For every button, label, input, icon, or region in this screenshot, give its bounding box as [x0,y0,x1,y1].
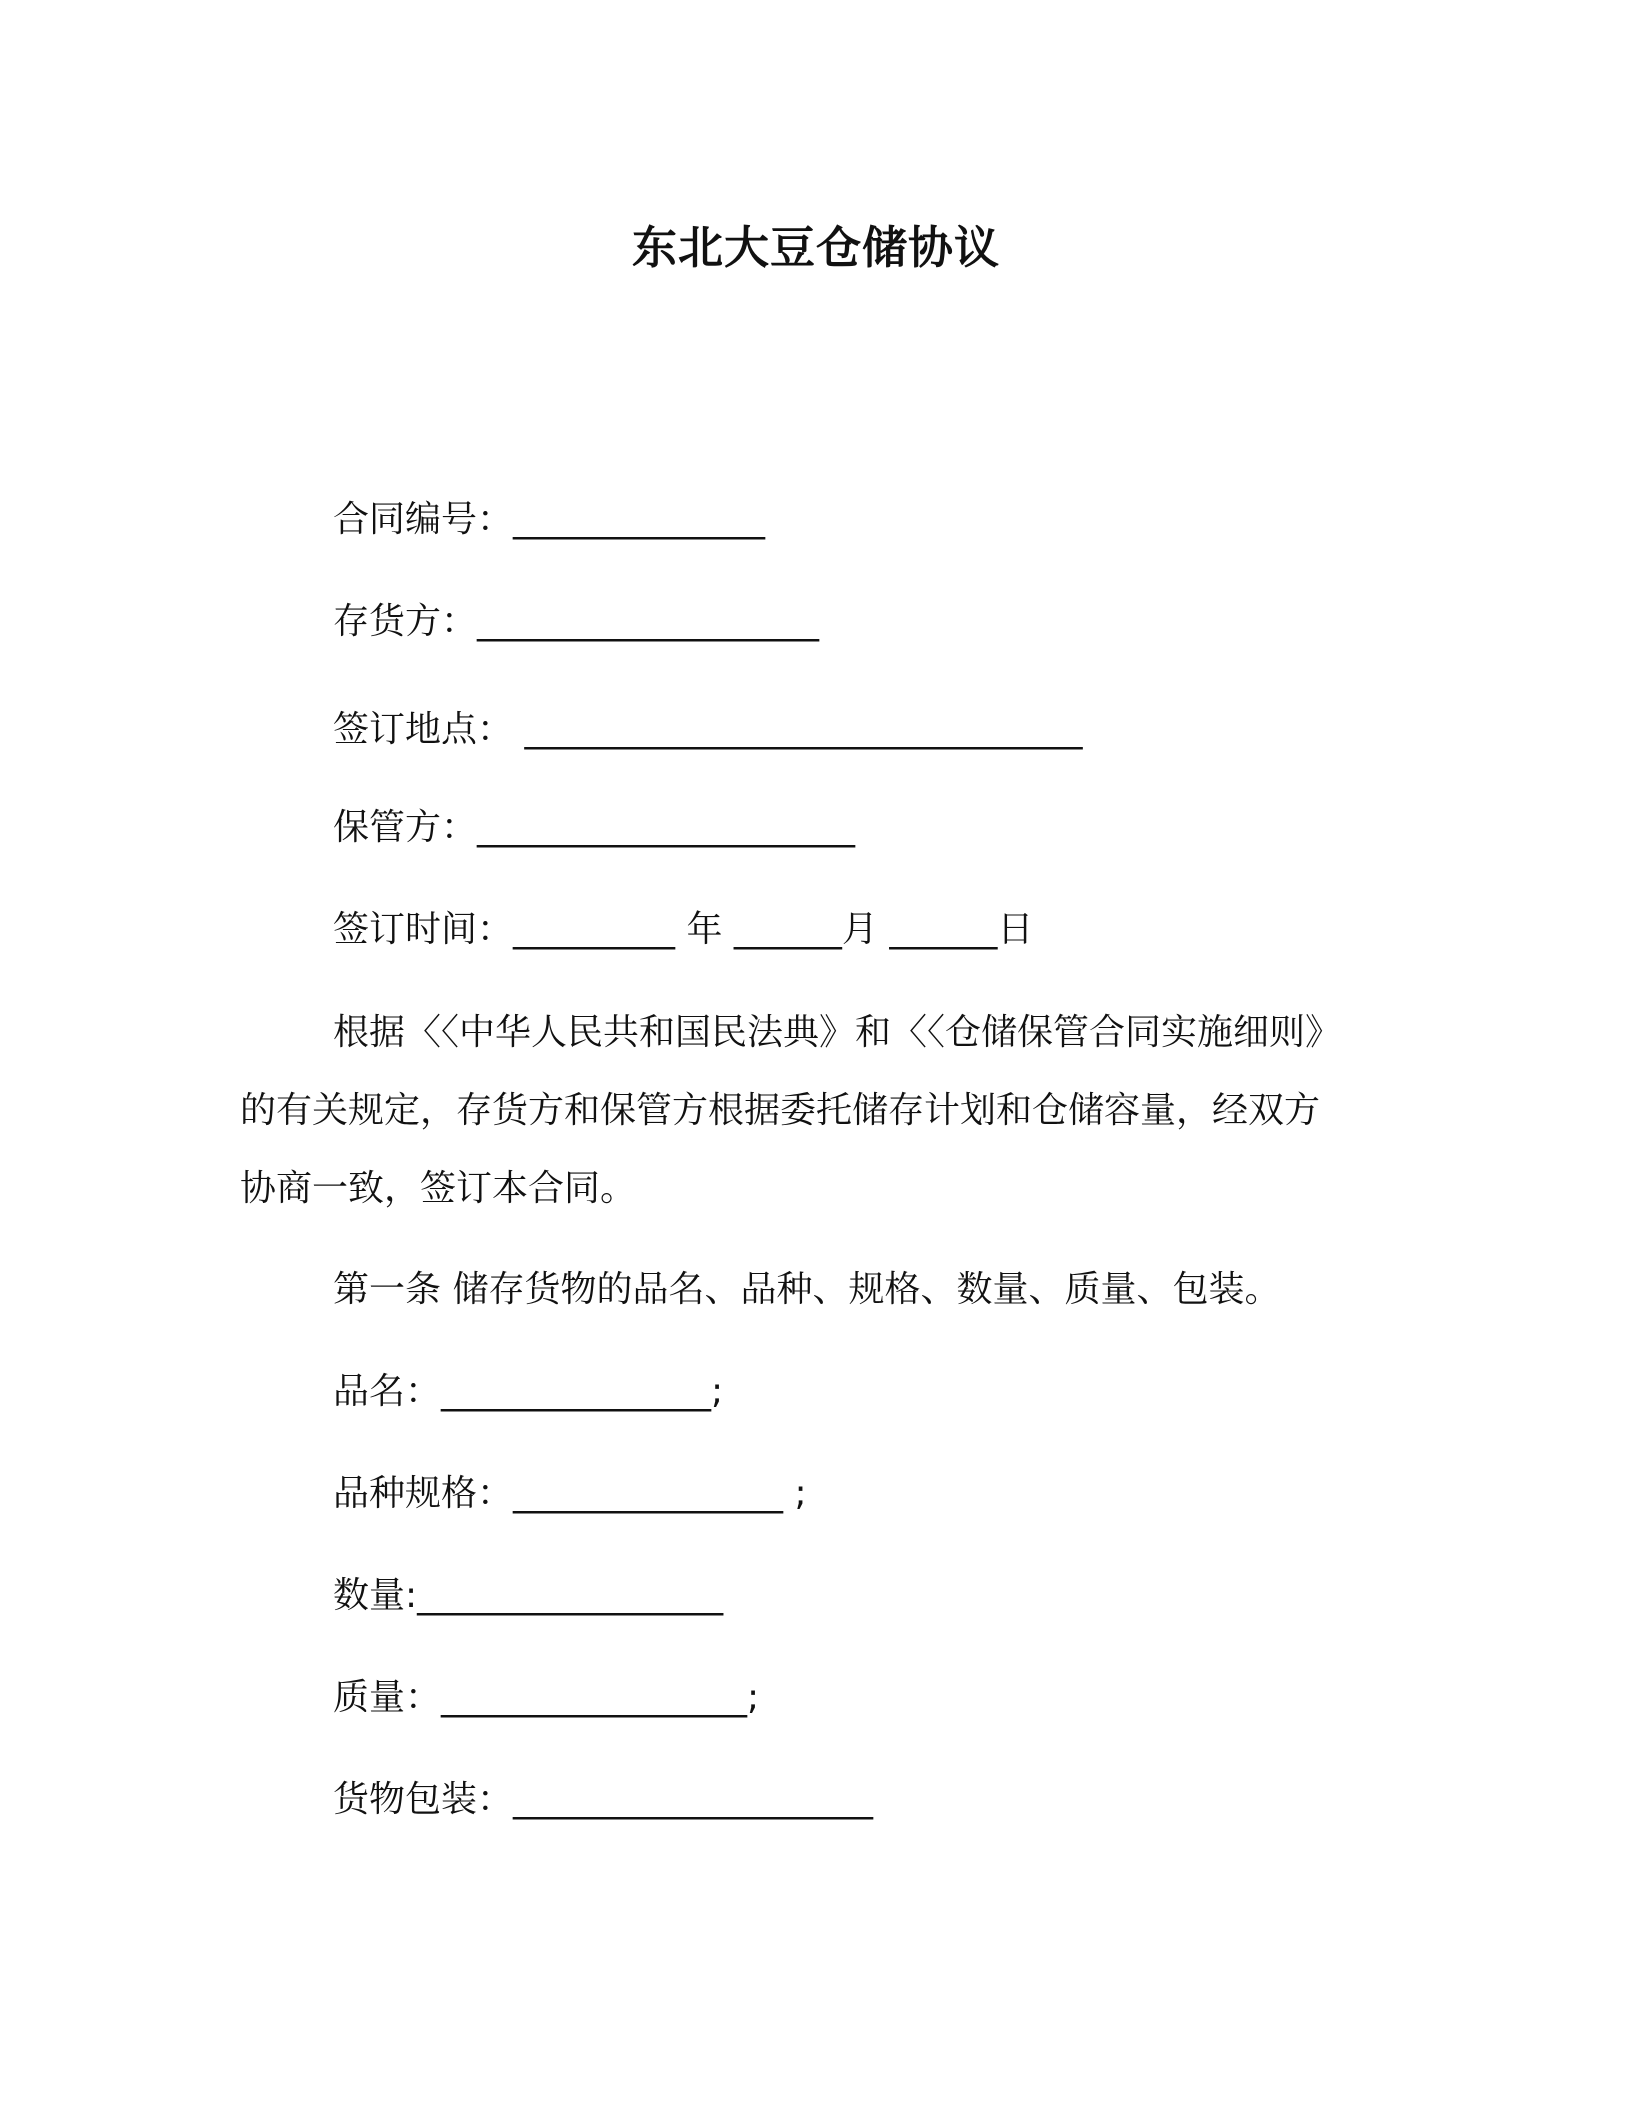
signing-date-field: 签订时间：_________ 年 ______月 ______日 [333,909,1034,950]
contract-number-field: 合同编号：______________ [333,499,766,540]
intro-paragraph-line-3: 协商一致，签订本合同。 [240,1168,637,1209]
goods-variety-field: 品种规格：_______________ ; [333,1473,807,1514]
custodian-field: 保管方：_____________________ [333,807,856,848]
goods-quality-field: 质量：_________________; [333,1677,760,1718]
document-title: 东北大豆仓储协议 [631,221,1000,274]
signing-location-field: 签订地点： _______________________________ [333,709,1083,750]
depositor-field: 存货方：___________________ [333,601,820,642]
article-1-heading: 第一条 储存货物的品名、品种、规格、数量、质量、包装。 [333,1269,1281,1310]
goods-packaging-field: 货物包装：____________________ [333,1779,874,1820]
goods-name-field: 品名：_______________; [333,1371,724,1412]
intro-paragraph-line-1: 根据〈〈中华人民共和国民法典》和〈〈仓储保管合同实施细则》 [333,1012,1342,1053]
goods-quantity-field: 数量:_________________ [333,1575,724,1616]
intro-paragraph-line-2: 的有关规定，存货方和保管方根据委托储存计划和仓储容量，经双方 [240,1090,1321,1131]
